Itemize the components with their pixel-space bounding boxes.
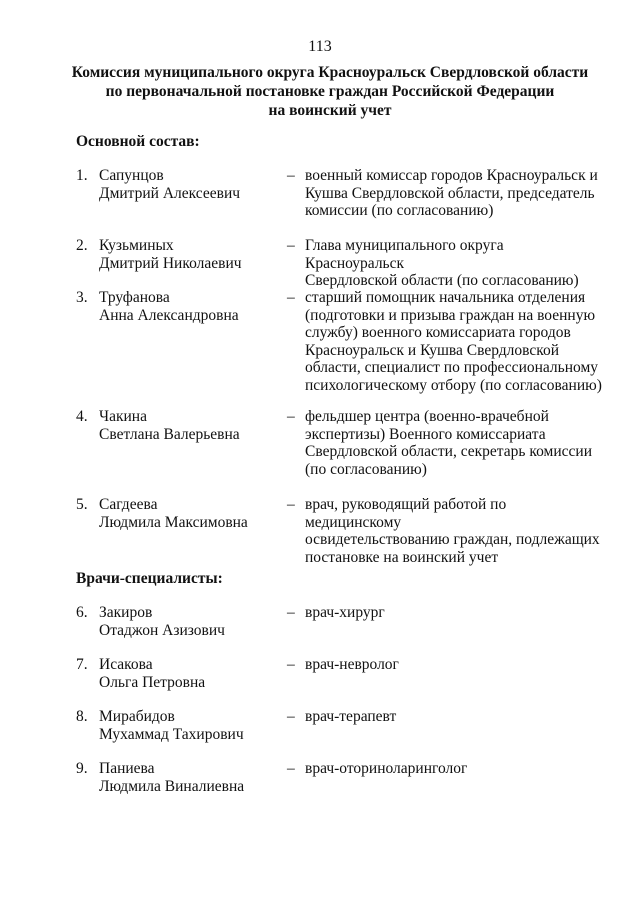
member-surname: Сапунцов: [99, 167, 164, 184]
member-name: [99, 289, 279, 324]
member-role: [305, 496, 605, 566]
dash: –: [287, 656, 295, 673]
dash: –: [287, 167, 295, 184]
member-given-name: Дмитрий Алексеевич: [99, 184, 241, 202]
member-name: [99, 760, 279, 795]
member-role: [305, 760, 605, 778]
member-role: [305, 408, 605, 478]
section-heading-main: Основной состав:: [76, 133, 200, 150]
member-given-name: Мухаммад Тахирович: [99, 725, 244, 743]
dash: –: [287, 408, 295, 425]
member-given-name: Людмила Максимовна: [99, 513, 248, 531]
member-number: 8.: [76, 708, 88, 725]
role-line: врач-терапевт: [305, 708, 397, 725]
member-number: 9.: [76, 760, 88, 777]
dash: –: [287, 237, 295, 254]
role-line: старший помощник начальника отделения: [305, 289, 586, 306]
member-number: 3.: [76, 289, 88, 306]
role-line: службу) военного комиссариата городов: [305, 324, 571, 341]
role-line: Красноуральск и Кушва Свердловской: [305, 341, 560, 359]
member-surname: Паниева: [99, 760, 155, 777]
title-line-1: Комиссия муниципального округа Красноуральск Свердловской области: [71, 64, 589, 81]
dash: –: [287, 604, 295, 621]
member-given-name: Отаджон Азизович: [99, 621, 225, 639]
member-number: 4.: [76, 408, 88, 425]
member-number: 2.: [76, 237, 88, 254]
member-surname: Кузьминых: [99, 237, 174, 254]
member-name: [99, 237, 279, 272]
page-number: 113: [308, 38, 332, 55]
role-line: Свердловской области, секретарь комиссии: [305, 443, 592, 460]
member-surname: Труфанова: [99, 289, 170, 306]
member-name: [99, 496, 279, 531]
role-line: психологическому отбору (по согласованию): [305, 376, 602, 394]
member-role: [305, 167, 605, 220]
role-line: экспертизы) Военного комиссариата: [305, 425, 546, 443]
member-surname: Сагдеева: [99, 496, 158, 513]
member-name: [99, 656, 279, 691]
dash: –: [287, 708, 295, 725]
member-role: [305, 289, 605, 394]
member-role: [305, 656, 605, 674]
member-given-name: Ольга Петровна: [99, 673, 206, 691]
role-line: врач-хирург: [305, 604, 385, 621]
member-role: [305, 604, 605, 622]
role-line: военный комиссар городов Красноуральск и: [305, 167, 598, 184]
member-given-name: Людмила Виналиевна: [99, 777, 245, 795]
role-line: (подготовки и призыва граждан на военную: [305, 306, 596, 324]
member-given-name: Светлана Валерьевна: [99, 425, 240, 443]
member-surname: Закиров: [99, 604, 153, 621]
title-line-3: на воинский учет: [268, 102, 392, 119]
member-number: 1.: [76, 167, 88, 184]
role-line: врач-невролог: [305, 656, 399, 673]
role-line: врач-оториноларинголог: [305, 760, 468, 777]
member-surname: Исакова: [99, 656, 153, 673]
dash: –: [287, 289, 295, 306]
role-line: Кушва Свердловской области, председатель: [305, 184, 595, 202]
document-title: [60, 63, 600, 120]
member-surname: Чакина: [99, 408, 147, 425]
role-line: освидетельствованию граждан, подлежащих: [305, 531, 600, 548]
dash: –: [287, 496, 295, 513]
member-given-name: Дмитрий Николаевич: [99, 254, 242, 272]
member-given-name: Анна Александровна: [99, 306, 239, 324]
role-line: (по согласованию): [305, 460, 427, 478]
dash: –: [287, 760, 295, 777]
member-name: [99, 167, 279, 202]
member-number: 5.: [76, 496, 88, 513]
role-line: фельдшер центра (военно-врачебной: [305, 408, 549, 425]
member-name: [99, 408, 279, 443]
role-line: постановке на воинский учет: [305, 548, 499, 566]
member-role: [305, 237, 605, 290]
member-surname: Мирабидов: [99, 708, 175, 725]
member-number: 7.: [76, 656, 88, 673]
role-line: области, специалист по профессиональному: [305, 359, 599, 376]
title-line-2: по первоначальной постановке граждан Российской Федерации: [105, 83, 555, 100]
member-number: 6.: [76, 604, 88, 621]
section-heading-specialists: Врачи-специалисты:: [76, 570, 223, 587]
role-line: Свердловской области (по согласованию): [305, 272, 579, 289]
member-role: [305, 708, 605, 726]
role-line: Глава муниципального округа Красноуральск: [305, 237, 504, 272]
member-name: [99, 604, 279, 639]
role-line: комиссии (по согласованию): [305, 202, 494, 219]
role-line: врач, руководящий работой по медицинскому: [305, 496, 507, 531]
member-name: [99, 708, 279, 743]
